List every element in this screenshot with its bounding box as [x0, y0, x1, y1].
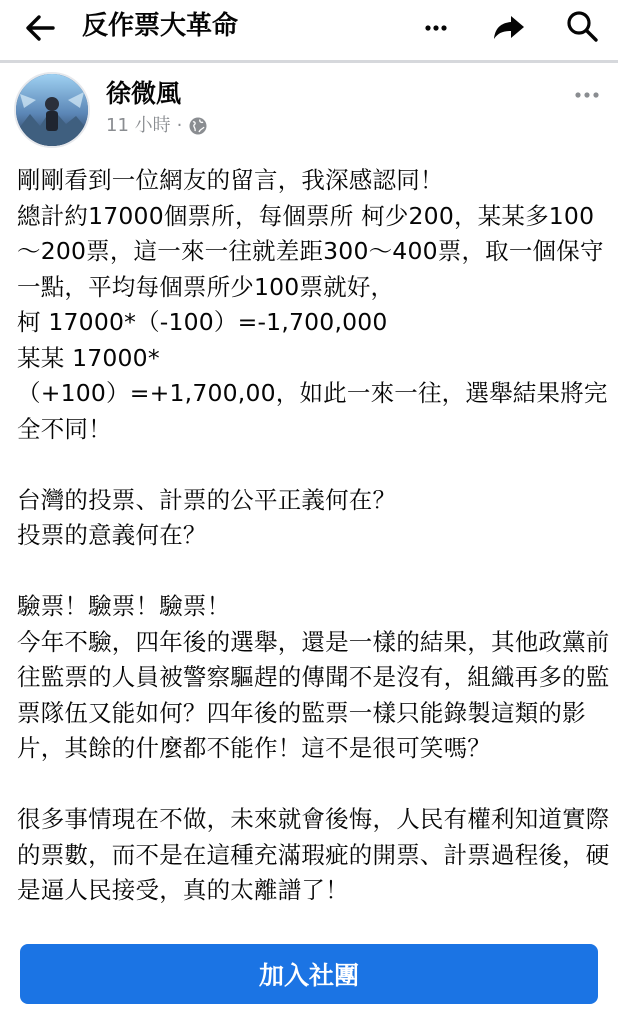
- post-meta: [106, 113, 208, 139]
- avatar[interactable]: [14, 72, 90, 148]
- post-author[interactable]: 徐微風: [106, 79, 182, 108]
- post-body: 剛剛看到一位網友的留言，我深感認同！ 總計約17000個票所，每個票所 柯少200，某某多100～200票，這一來一往就差距300～400票，取一個保守一點，平均每個票所少100票就好， 柯 17000*（-100）=-1,700,000 某某 17000* （+100）=+1,700,00，如此一來一往，選舉結果將完全不同！ 台灣的投票、計票的公平正義何在？ 投票的意義何在？ 驗票！驗票！驗票！ 今年不驗，四年後的選舉，還是一樣的結果，其他政黨前往監票的人員被警察驅趕的傳聞不是沒有，組織再多的監票隊伍又能如何？四年後的監票一樣只能錄製這類的影片，其餘的什麼都不能作！這不是很可笑嗎？ 很多事情現在不做，未來就會後悔，人民有權利知道實際的票數，而不是在這種充滿瑕疵的開票、計票過程後，硬是逼人民接受，真的太離譜了！: [17, 166, 610, 904]
- top-bar: [0, 0, 618, 58]
- group-title: 反作票大革命: [82, 11, 239, 41]
- post-time[interactable]: 11 小時: [106, 115, 171, 136]
- meta-separator: ·: [176, 115, 183, 136]
- post-more-icon[interactable]: [570, 78, 604, 112]
- header-divider: [0, 60, 618, 63]
- more-horizontal-icon[interactable]: [418, 10, 454, 46]
- share-icon[interactable]: [490, 8, 528, 46]
- globe-icon: [188, 116, 208, 136]
- back-arrow-icon[interactable]: [22, 10, 58, 46]
- avatar-image: [16, 74, 88, 146]
- join-group-button[interactable]: 加入社團: [20, 944, 598, 1004]
- search-icon[interactable]: [562, 6, 602, 46]
